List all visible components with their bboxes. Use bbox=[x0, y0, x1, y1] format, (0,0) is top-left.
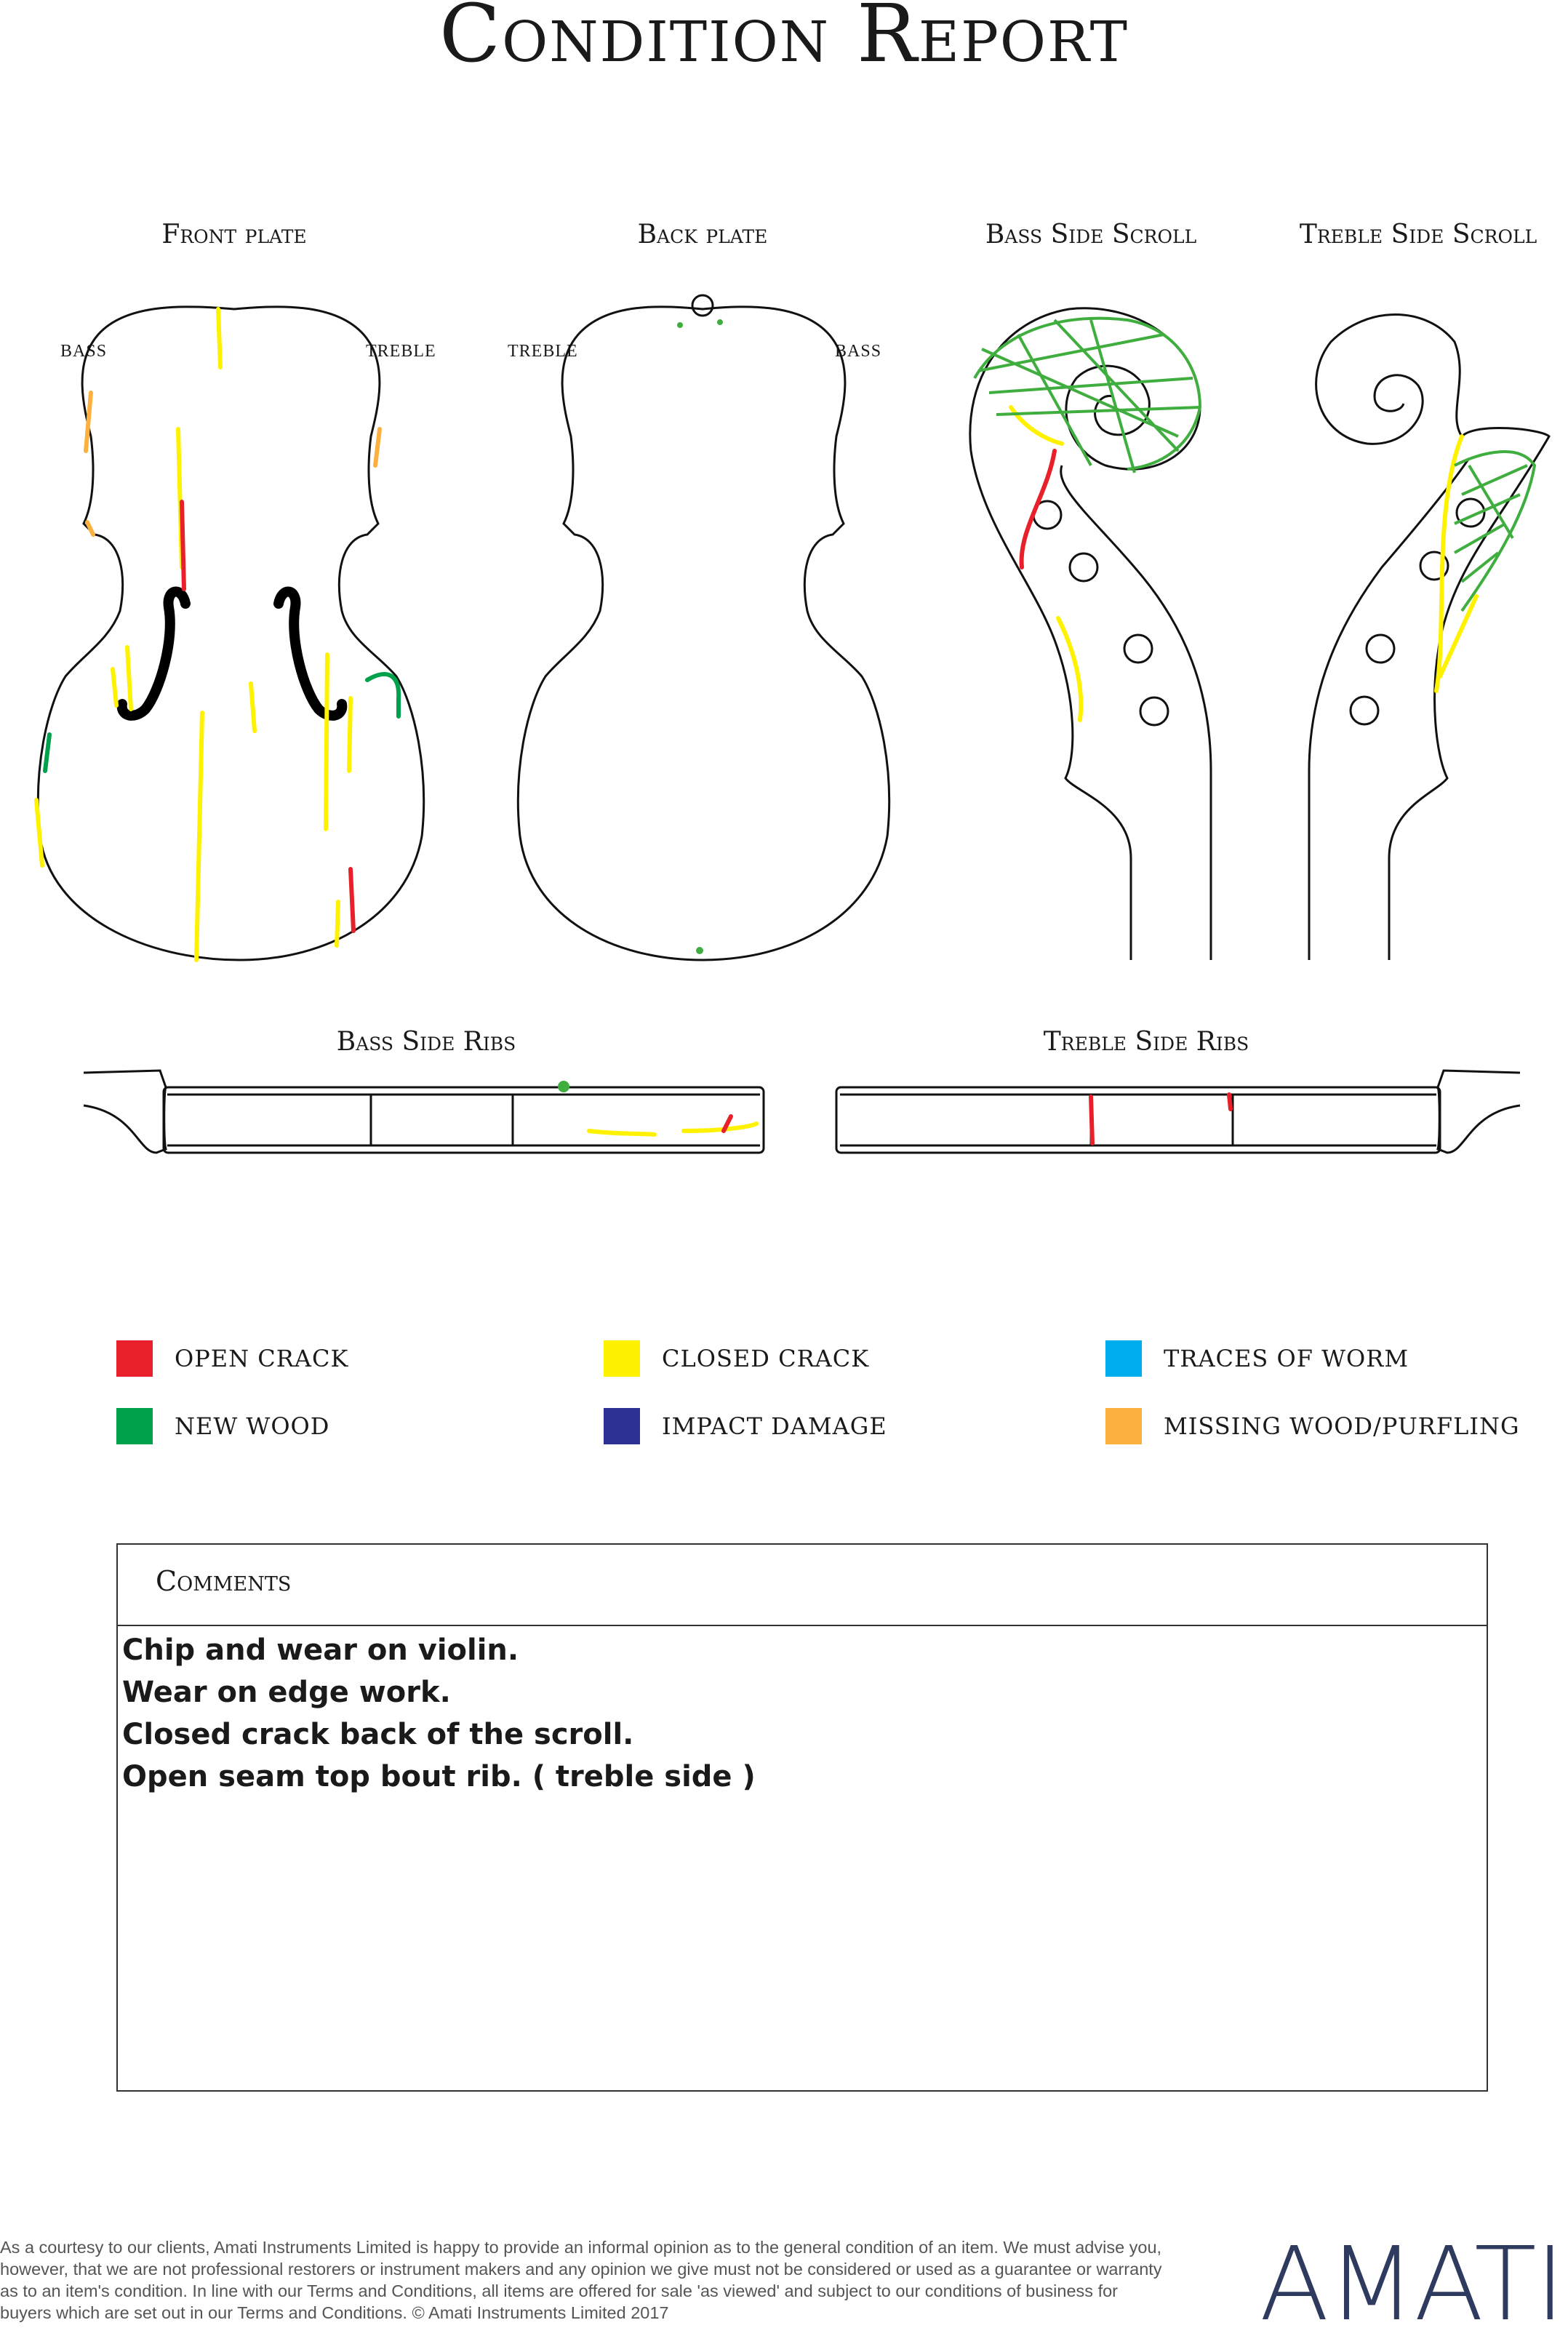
legend-label: OPEN CRACK bbox=[175, 1345, 349, 1372]
new-wood-mark bbox=[558, 1081, 569, 1092]
closed-crack-mark bbox=[218, 309, 220, 367]
comment-line: Open seam top bout rib. ( treble side ) bbox=[122, 1760, 756, 1793]
closed-crack-mark bbox=[196, 713, 202, 960]
legend-open-crack bbox=[116, 1340, 348, 1377]
closed-crack-mark bbox=[349, 698, 351, 771]
legend-label: CLOSED CRACK bbox=[662, 1345, 870, 1372]
legend-swatch bbox=[1105, 1340, 1142, 1377]
peg-hole bbox=[1070, 553, 1097, 581]
bass-scroll-neck bbox=[1061, 465, 1211, 960]
new-wood-mark bbox=[677, 322, 683, 328]
open-crack-mark bbox=[182, 502, 184, 589]
comments-header bbox=[118, 1545, 1487, 1626]
open-crack-mark bbox=[351, 869, 353, 931]
legend-swatch bbox=[1105, 1408, 1142, 1444]
peg-hole bbox=[1124, 635, 1152, 663]
peg-hole bbox=[1351, 697, 1378, 724]
closed-crack-mark bbox=[113, 669, 116, 705]
peg-hole bbox=[1367, 635, 1394, 663]
new-wood-mark bbox=[975, 319, 1200, 473]
missing-wood-mark bbox=[87, 522, 93, 535]
closed-crack-mark bbox=[337, 902, 338, 945]
new-wood-mark bbox=[696, 947, 703, 954]
front-treble-label: TREBLE bbox=[366, 342, 436, 361]
new-wood-mark bbox=[45, 735, 49, 771]
legend-swatch bbox=[116, 1408, 153, 1444]
closed-crack-mark bbox=[127, 647, 131, 709]
bass-side-scroll-label: Bass Side Scroll bbox=[985, 220, 1197, 249]
closed-crack-mark bbox=[251, 684, 255, 731]
back-button bbox=[692, 295, 713, 316]
comment-line: Wear on edge work. bbox=[122, 1676, 451, 1709]
legend-swatch bbox=[604, 1340, 640, 1377]
treble-f-hole bbox=[279, 592, 342, 716]
open-crack-mark bbox=[1091, 1097, 1092, 1143]
front-bass-label: BASS bbox=[60, 342, 108, 361]
front-plate-label: Front plate bbox=[161, 220, 307, 249]
bass-scroll-outline bbox=[970, 308, 1200, 960]
open-crack-mark bbox=[1229, 1095, 1231, 1109]
legend-label: NEW WOOD bbox=[175, 1412, 330, 1440]
missing-wood-mark bbox=[86, 393, 91, 451]
legend-closed-crack bbox=[604, 1340, 869, 1377]
closed-crack-mark bbox=[36, 800, 42, 865]
legend-label: IMPACT DAMAGE bbox=[662, 1412, 887, 1440]
new-wood-mark bbox=[367, 674, 399, 716]
treble-side-scroll-label: Treble Side Scroll bbox=[1299, 220, 1537, 249]
closed-crack-mark bbox=[684, 1124, 756, 1131]
legend-missing-wood bbox=[1105, 1407, 1520, 1445]
missing-wood-mark bbox=[375, 429, 380, 465]
legend-swatch bbox=[604, 1408, 640, 1444]
new-wood-mark bbox=[1455, 452, 1535, 611]
open-crack-mark bbox=[1022, 451, 1055, 567]
disclaimer-text: As a courtesy to our clients, Amati Instruments Limited is happy to provide an informal opinion as to the general condition of an item. We must advise you, however, that we are not professional restorers or instrument makers and any opinion we give must not be considered or used as a guarantee or warranty as to an item's condition. In line with our Terms and Conditions, all items are offered for sale 'as viewed' and subject to our conditions of business for buyers which are set out in our Terms and Conditions. © Amati Instruments Limited 2017 bbox=[0, 2238, 1162, 2322]
legend-label: TRACES OF WORM bbox=[1164, 1345, 1409, 1372]
back-plate-label: Back plate bbox=[637, 220, 768, 249]
bass-ribs-body bbox=[164, 1087, 764, 1153]
back-bass-label: BASS bbox=[835, 342, 882, 361]
treble-side-ribs-label: Treble Side Ribs bbox=[1043, 1027, 1249, 1057]
comments-heading: Comments bbox=[156, 1565, 292, 1597]
bass-side-ribs-label: Bass Side Ribs bbox=[336, 1027, 516, 1057]
legend-swatch bbox=[116, 1340, 153, 1377]
treble-ribs-body bbox=[836, 1087, 1440, 1153]
closed-crack-mark bbox=[1058, 618, 1081, 720]
closed-crack-mark bbox=[1440, 596, 1476, 676]
comment-line: Chip and wear on violin. bbox=[122, 1633, 519, 1667]
legend-label: MISSING WOOD/PURFLING bbox=[1164, 1412, 1520, 1440]
bass-ribs-outline bbox=[84, 1071, 166, 1153]
page-title: Condition Report bbox=[439, 0, 1129, 80]
treble-ribs-outline bbox=[1438, 1071, 1520, 1153]
back-plate-outline bbox=[518, 307, 889, 960]
closed-crack-mark bbox=[326, 655, 327, 829]
comments-body bbox=[118, 1626, 1487, 1801]
comment-line: Closed crack back of the scroll. bbox=[122, 1718, 634, 1751]
comments-box bbox=[116, 1543, 1488, 2092]
new-wood-mark bbox=[717, 319, 723, 325]
amati-logo: AMATI bbox=[1259, 2225, 1564, 2344]
legend-traces-of-worm bbox=[1105, 1340, 1409, 1377]
legend-new-wood bbox=[116, 1407, 329, 1445]
front-plate-outline bbox=[38, 307, 423, 960]
legend-impact-damage bbox=[604, 1407, 887, 1445]
back-treble-label: TREBLE bbox=[508, 342, 578, 361]
peg-hole bbox=[1140, 697, 1168, 725]
treble-scroll-outline bbox=[1316, 315, 1549, 961]
closed-crack-mark bbox=[589, 1131, 655, 1135]
